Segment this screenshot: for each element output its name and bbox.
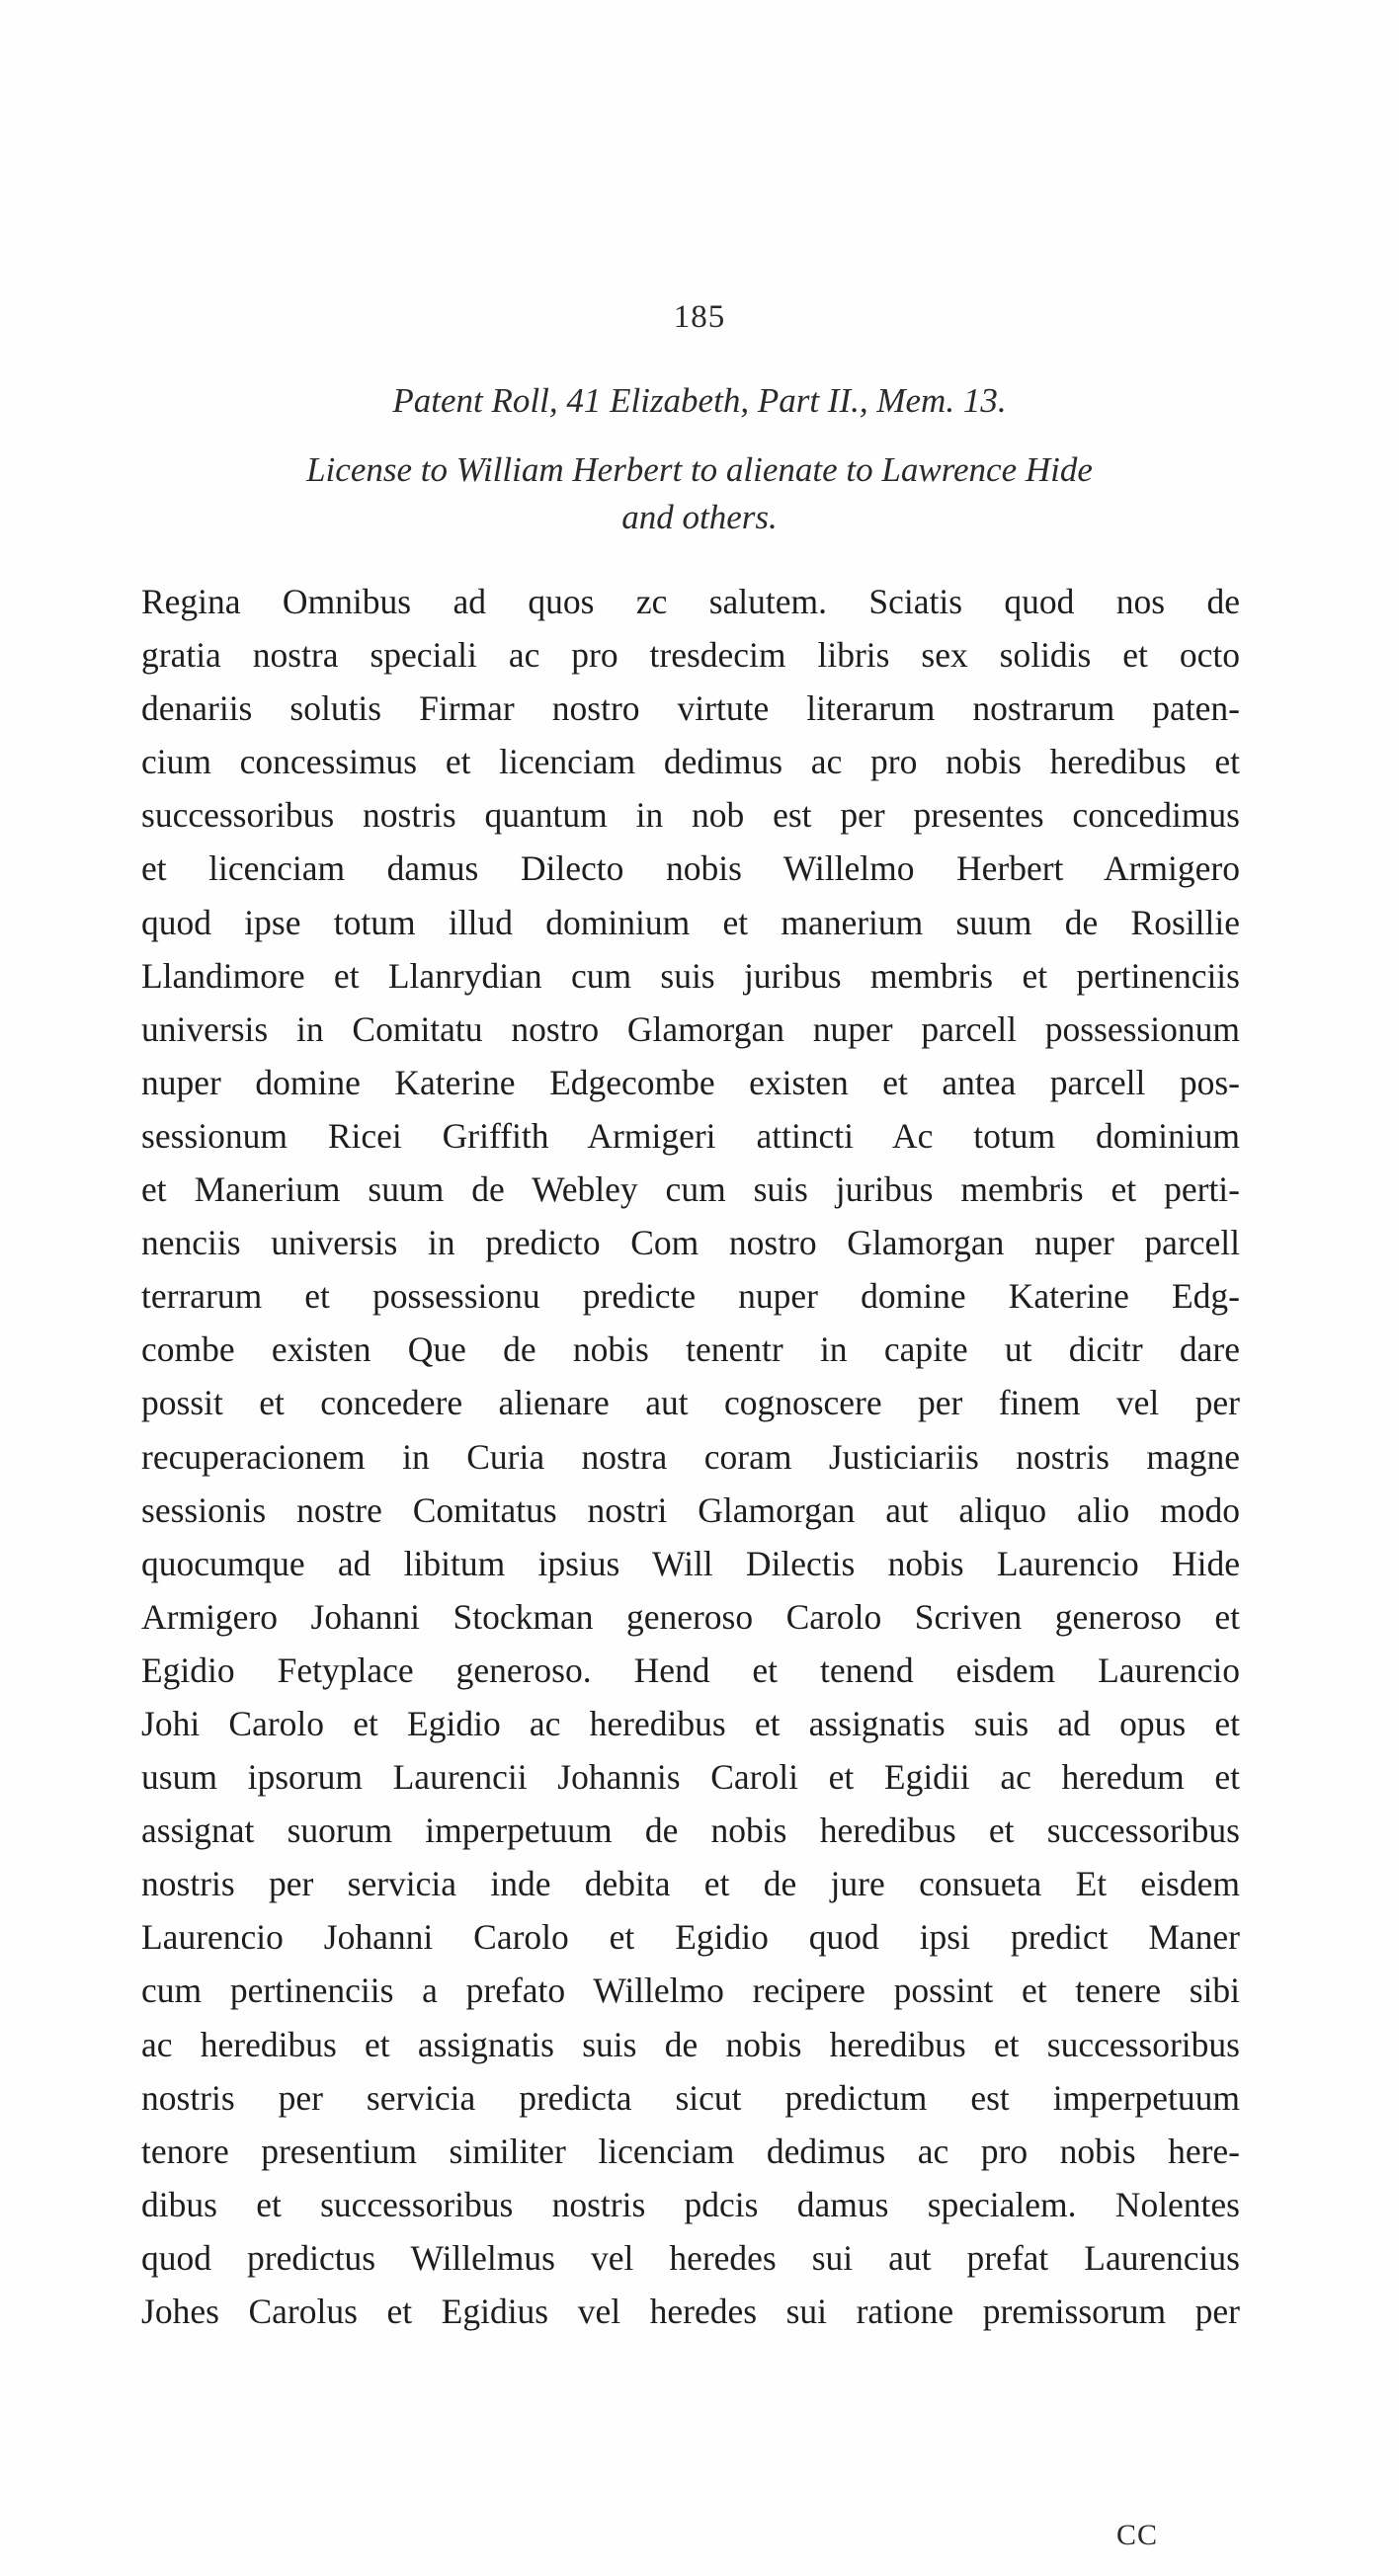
heading-subtitle-continued: and others. <box>621 498 778 536</box>
body-line: Laurencio Johanni Carolo et Egidio quod ipsi predict Maner <box>141 1917 1240 1958</box>
body-line: possit et concedere alienare aut cognoscere per finem vel per <box>141 1383 1240 1423</box>
body-line: Regina Omnibus ad quos zc salutem. Sciatis quod nos de <box>141 582 1240 621</box>
body-line: Armigero Johanni Stockman generoso Carolo Scriven generoso et <box>141 1596 1240 1637</box>
body-line: cium concessimus et licenciam dedimus ac pro nobis heredibus et <box>141 742 1240 782</box>
body-line: recuperacionem in Curia nostra coram Justiciariis nostris magne <box>141 1436 1240 1477</box>
body-line: Llandimore et Llanrydian cum suis juribus membris et pertinenciis <box>141 955 1240 996</box>
body-line: nuper domine Katerine Edgecombe existen et antea parcell pos- <box>141 1062 1240 1102</box>
catchword: CC <box>1116 2519 1159 2551</box>
body-line: usum ipsorum Laurencii Johannis Caroli et Egidii ac heredum et <box>141 1757 1240 1798</box>
body-line: assignat suorum imperpetuum de nobis heredibus et successoribus <box>141 1811 1240 1851</box>
body-line: quocumque ad libitum ipsius Will Dilectis nobis Laurencio Hide <box>141 1543 1240 1583</box>
body-line: denariis solutis Firmar nostro virtute literarum nostrarum paten- <box>141 688 1240 729</box>
body-line: successoribus nostris quantum in nob est per presentes concedimus <box>141 795 1240 836</box>
body-line: cum pertinenciis a prefato Willelmo recipere possint et tenere sibi <box>141 1971 1240 2011</box>
page-number: 185 <box>673 299 726 335</box>
body-line: nenciis universis in predicto Com nostro Glamorgan nuper parcell <box>141 1223 1240 1263</box>
body-line: sessionis nostre Comitatus nostri Glamorgan aut aliquo alio modo <box>141 1489 1240 1530</box>
body-line: nostris per servicia inde debita et de jure consueta Et eisdem <box>141 1864 1240 1904</box>
body-line: et Manerium suum de Webley cum suis juribus membris et perti- <box>141 1169 1240 1210</box>
body-line: terrarum et possessionu predicte nuper domine Katerine Edg- <box>141 1276 1240 1317</box>
body-line: combe existen Que de nobis tenentr in capite ut dicitr dare <box>141 1329 1240 1370</box>
body-line: gratia nostra speciali ac pro tresdecim libris sex solidis et octo <box>141 635 1240 676</box>
body-line: quod ipse totum illud dominium et manerium suum de Rosillie <box>141 902 1240 942</box>
body-line: dibus et successoribus nostris pdcis damus specialem. Nolentes <box>141 2184 1240 2224</box>
body-line: sessionum Ricei Griffith Armigeri attincti Ac totum dominium <box>141 1115 1240 1156</box>
body-line: et licenciam damus Dilecto nobis Willelmo Herbert Armigero <box>141 848 1240 889</box>
body-line: Johi Carolo et Egidio ac heredibus et assignatis suis ad opus et <box>141 1703 1240 1743</box>
body-line: tenore presentium similiter licenciam dedimus ac pro nobis here- <box>141 2131 1240 2171</box>
heading-title: Patent Roll, 41 Elizabeth, Part II., Mem. 13. <box>392 381 1007 420</box>
heading-subtitle: License to William Herbert to alienate to Lawrence Hide <box>306 450 1093 489</box>
body-line: quod predictus Willelmus vel heredes sui aut prefat Laurencius <box>141 2237 1240 2278</box>
body-line: ac heredibus et assignatis suis de nobis heredibus et successoribus <box>141 2024 1240 2064</box>
body-text <box>141 575 1240 2338</box>
body-line: Egidio Fetyplace generoso. Hend et tenend eisdem Laurencio <box>141 1650 1240 1690</box>
body-line: universis in Comitatu nostro Glamorgan nuper parcell possessionum <box>141 1008 1240 1049</box>
body-line: Johes Carolus et Egidius vel heredes sui ratione premissorum per <box>141 2292 1240 2331</box>
body-line: nostris per servicia predicta sicut predictum est imperpetuum <box>141 2077 1240 2118</box>
